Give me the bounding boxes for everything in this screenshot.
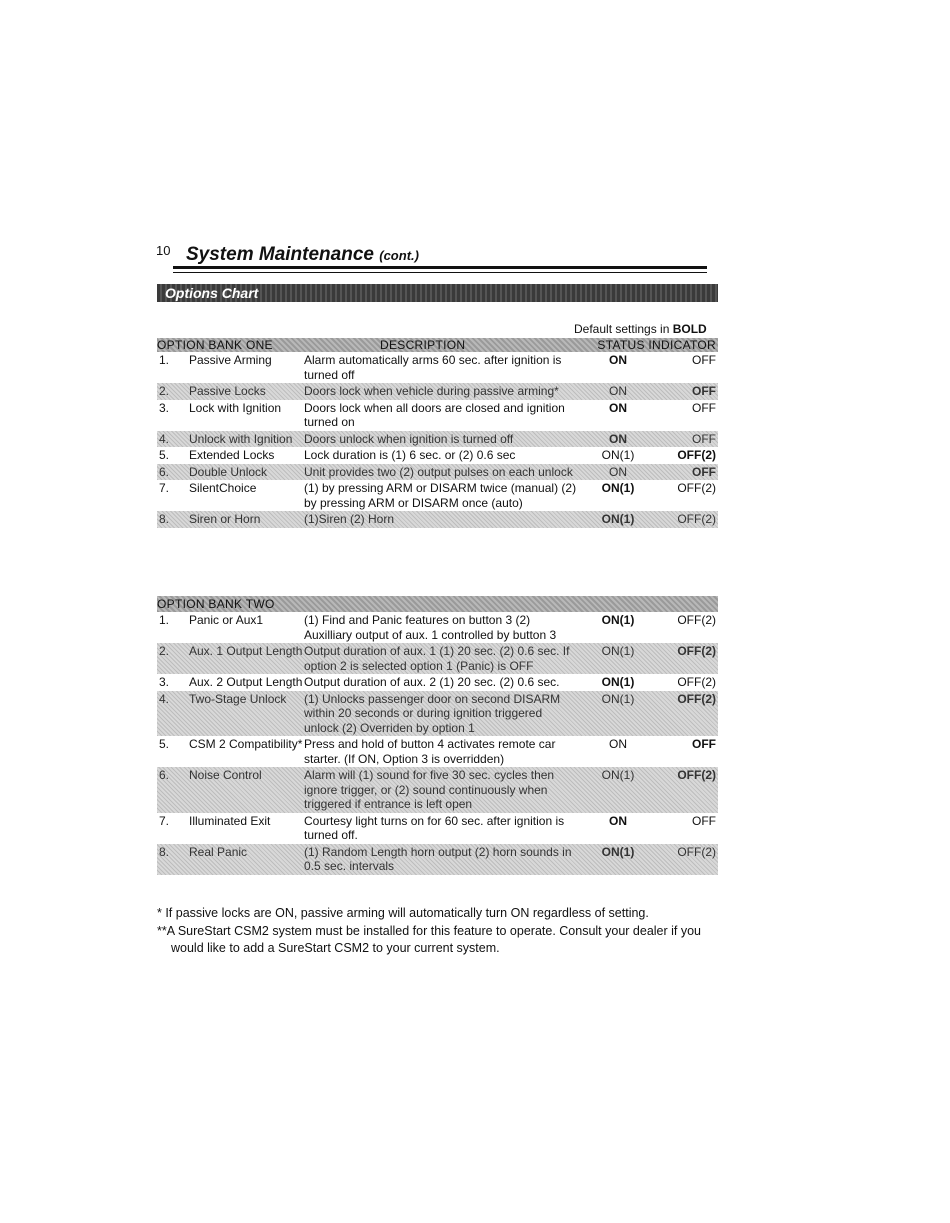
option-number: 7. bbox=[159, 481, 170, 495]
table-row bbox=[157, 464, 718, 481]
status-off: OFF(2) bbox=[677, 844, 716, 859]
page-title-suffix: (cont.) bbox=[379, 248, 419, 263]
status-on: ON(1) bbox=[601, 644, 635, 658]
title-rule-thin bbox=[173, 272, 707, 273]
status-on: ON bbox=[609, 737, 627, 751]
option-description: Doors lock when all doors are closed and ignition turned on bbox=[304, 400, 565, 429]
table-row bbox=[157, 643, 718, 674]
status-on: ON bbox=[609, 431, 627, 446]
option-name: Lock with Ignition bbox=[189, 400, 282, 415]
status-on: ON(1) bbox=[601, 675, 635, 689]
page-title bbox=[186, 244, 419, 266]
option-name: Panic or Aux1 bbox=[189, 613, 264, 627]
option-number: 1. bbox=[159, 353, 170, 367]
status-off: OFF(2) bbox=[677, 675, 716, 689]
option-name: Passive Locks bbox=[189, 384, 266, 398]
option-name: Aux. 1 Output Length bbox=[189, 644, 303, 658]
title-rule-thick bbox=[173, 266, 707, 269]
table-row bbox=[157, 813, 718, 844]
option-number: 2. bbox=[159, 644, 170, 658]
option-description: (1) by pressing ARM or DISARM twice (manual) (2) by pressing ARM or DISARM once (auto) bbox=[304, 481, 577, 510]
page-number: 10 bbox=[156, 243, 171, 258]
option-name: Extended Locks bbox=[189, 448, 275, 462]
option-name: Double Unlock bbox=[189, 464, 268, 479]
option-description: (1)Siren (2) Horn bbox=[304, 512, 395, 526]
option-number: 3. bbox=[159, 400, 170, 415]
defaults-note-text: Default settings in bbox=[574, 322, 673, 336]
option-name: Illuminated Exit bbox=[189, 813, 271, 828]
status-off: OFF bbox=[692, 737, 716, 751]
defaults-note-bold: BOLD bbox=[672, 322, 707, 336]
defaults-note bbox=[574, 322, 707, 336]
status-off: OFF bbox=[692, 464, 716, 479]
option-description: Lock duration is (1) 6 sec. or (2) 0.6 sec bbox=[304, 448, 516, 462]
footnote-passive-locks: * If passive locks are ON, passive arming will automatically turn ON regardless of setting. bbox=[157, 906, 649, 920]
option-description: Doors lock when vehicle during passive arming* bbox=[304, 384, 559, 398]
option-bank-two-table bbox=[157, 596, 718, 875]
option-number: 4. bbox=[159, 691, 170, 706]
status-on: ON bbox=[609, 353, 627, 367]
status-off: OFF(2) bbox=[677, 613, 716, 627]
status-on: ON(1) bbox=[601, 691, 635, 706]
option-bank-one-table bbox=[157, 338, 718, 528]
option-description: Output duration of aux. 2 (1) 20 sec. (2) 0.6 sec. bbox=[304, 675, 560, 689]
option-bank-two-header bbox=[157, 596, 718, 612]
option-name: Aux. 2 Output Length bbox=[189, 675, 303, 689]
option-number: 3. bbox=[159, 675, 170, 689]
footnote-csm2: **A SureStart CSM2 system must be installed for this feature to operate. Consult your dealer if you would like to add a SureStart CSM2 to your current system. bbox=[157, 924, 702, 955]
status-off: OFF(2) bbox=[677, 512, 716, 526]
options-chart-banner: Options Chart bbox=[157, 284, 718, 302]
option-number: 2. bbox=[159, 384, 170, 398]
header-status-indicator: STATUS INDICATOR bbox=[597, 338, 716, 352]
option-name: Siren or Horn bbox=[189, 512, 261, 526]
status-off: OFF(2) bbox=[677, 691, 716, 706]
option-number: 5. bbox=[159, 737, 170, 751]
option-description: Press and hold of button 4 activates remote car starter. (If ON, Option 3 is overridden) bbox=[304, 737, 556, 766]
option-description: (1) Random Length horn output (2) horn sounds in 0.5 sec. intervals bbox=[304, 844, 572, 873]
status-on: ON bbox=[609, 400, 627, 415]
header-description: DESCRIPTION bbox=[380, 338, 466, 352]
option-number: 5. bbox=[159, 448, 170, 462]
status-on: ON bbox=[609, 384, 627, 398]
table-row bbox=[157, 431, 718, 448]
status-on: ON(1) bbox=[601, 448, 635, 462]
status-off: OFF bbox=[692, 400, 716, 415]
page-title-text: System Maintenance bbox=[186, 244, 374, 265]
status-off: OFF(2) bbox=[677, 644, 716, 658]
header-option-bank-one: OPTION BANK ONE bbox=[157, 338, 273, 352]
option-description: Unit provides two (2) output pulses on each unlock bbox=[304, 464, 573, 479]
option-description: (1) Find and Panic features on button 3 (2) Auxilliary output of aux. 1 controlled by button 3 bbox=[304, 613, 557, 642]
status-off: OFF bbox=[692, 431, 716, 446]
option-name: Two-Stage Unlock bbox=[189, 691, 287, 706]
option-name: Real Panic bbox=[189, 844, 248, 859]
option-number: 4. bbox=[159, 431, 170, 446]
option-name: Noise Control bbox=[189, 768, 262, 782]
option-description: Output duration of aux. 1 (1) 20 sec. (2) 0.6 sec. If option 2 is selected option 1 (Panic) is OFF bbox=[304, 644, 570, 673]
option-description: Alarm will (1) sound for five 30 sec. cycles then ignore trigger, or (2) sound continuously when triggered if entrance is left open bbox=[304, 768, 555, 811]
option-name: Passive Arming bbox=[189, 353, 272, 367]
option-bank-one-header bbox=[157, 338, 718, 352]
status-off: OFF(2) bbox=[677, 768, 716, 782]
option-name: Unlock with Ignition bbox=[189, 431, 293, 446]
option-bank-two-rows bbox=[157, 612, 718, 875]
table-row bbox=[157, 511, 718, 528]
header-option-bank-two: OPTION BANK TWO bbox=[157, 597, 275, 611]
table-row bbox=[157, 480, 718, 511]
status-off: OFF(2) bbox=[677, 448, 716, 462]
option-bank-one-rows bbox=[157, 352, 718, 528]
status-on: ON(1) bbox=[601, 481, 635, 495]
option-description: (1) Unlocks passenger door on second DISARM within 20 seconds or during ignition triggered unlock (2) Overriden by option 1 bbox=[304, 691, 561, 735]
table-row bbox=[157, 767, 718, 813]
status-on: ON(1) bbox=[601, 844, 635, 859]
footnotes bbox=[157, 905, 717, 957]
status-on: ON(1) bbox=[601, 613, 635, 627]
option-description: Alarm automatically arms 60 sec. after ignition is turned off bbox=[304, 353, 562, 382]
table-row bbox=[157, 691, 718, 737]
status-off: OFF(2) bbox=[677, 481, 716, 495]
status-on: ON bbox=[609, 464, 627, 479]
table-row bbox=[157, 352, 718, 383]
option-number: 8. bbox=[159, 844, 170, 859]
option-number: 7. bbox=[159, 813, 170, 828]
status-on: ON bbox=[609, 813, 627, 828]
option-number: 6. bbox=[159, 464, 170, 479]
status-off: OFF bbox=[692, 813, 716, 828]
table-row bbox=[157, 400, 718, 431]
option-number: 1. bbox=[159, 613, 170, 627]
option-name: SilentChoice bbox=[189, 481, 257, 495]
option-name: CSM 2 Compatibility* bbox=[189, 737, 303, 751]
table-row bbox=[157, 736, 718, 767]
option-description: Doors unlock when ignition is turned off bbox=[304, 431, 514, 446]
option-number: 6. bbox=[159, 768, 170, 782]
status-on: ON(1) bbox=[601, 768, 635, 782]
option-description: Courtesy light turns on for 60 sec. after ignition is turned off. bbox=[304, 813, 565, 842]
table-row bbox=[157, 674, 718, 691]
status-on: ON(1) bbox=[601, 512, 635, 526]
status-off: OFF bbox=[692, 384, 716, 398]
table-row bbox=[157, 447, 718, 464]
table-row bbox=[157, 612, 718, 643]
table-row bbox=[157, 844, 718, 875]
status-off: OFF bbox=[692, 353, 716, 367]
table-row bbox=[157, 383, 718, 400]
option-number: 8. bbox=[159, 512, 170, 526]
